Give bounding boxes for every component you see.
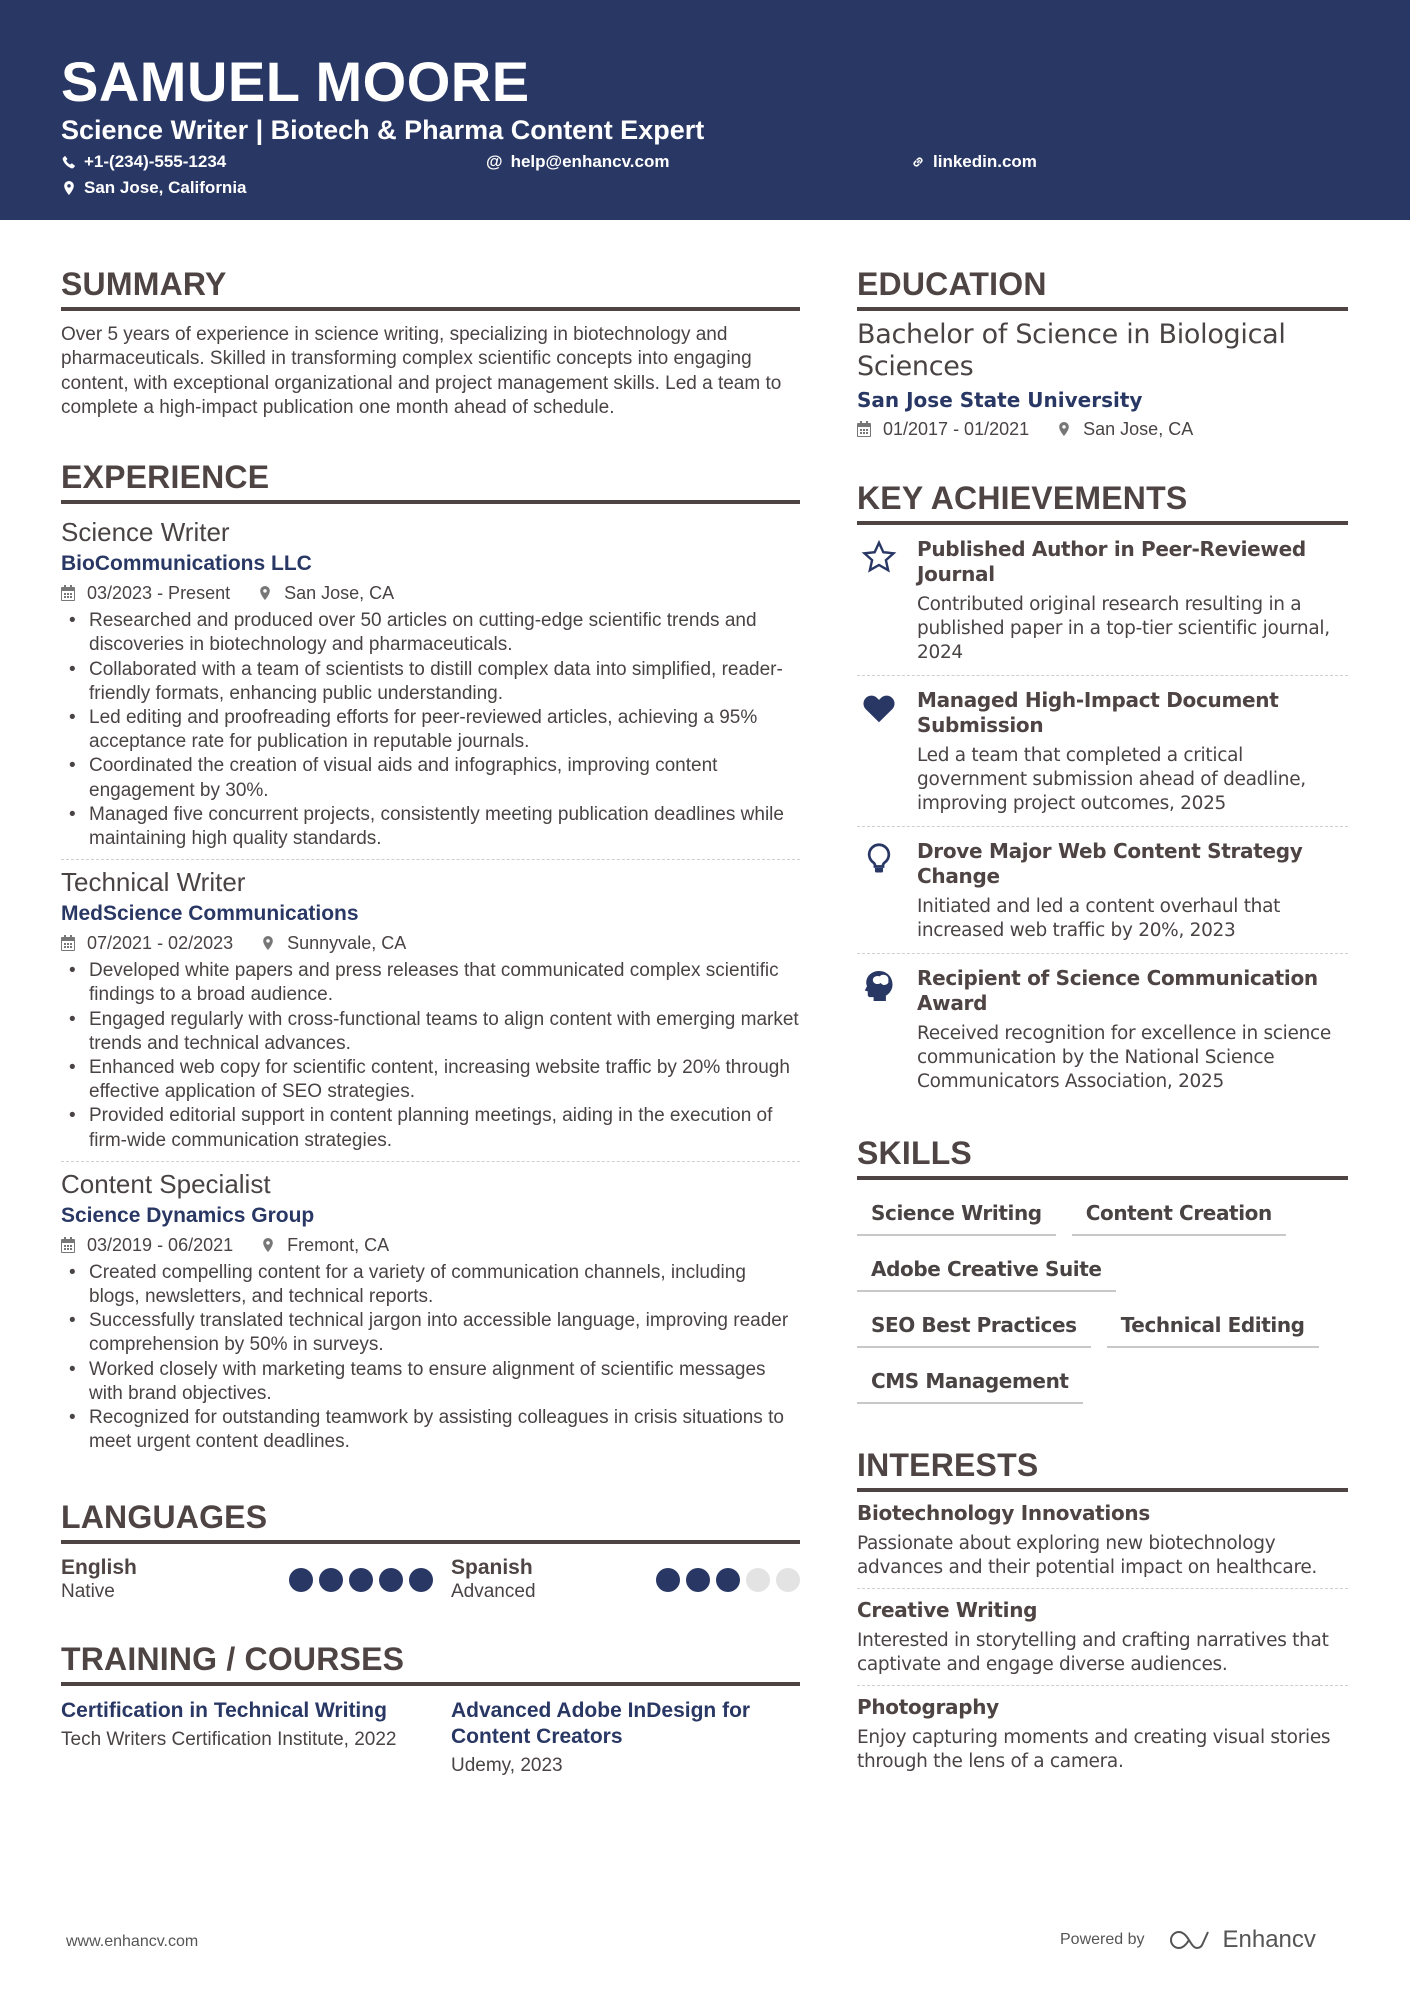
right-column — [857, 265, 1348, 1782]
contact-location — [62, 177, 247, 199]
skill-tag: Technical Editing — [1107, 1306, 1319, 1348]
powered-by-label: Powered by — [1060, 1931, 1145, 1948]
skill-tag: Science Writing — [857, 1194, 1056, 1236]
job-company: Science Dynamics Group — [61, 1203, 315, 1227]
job-location: Fremont, CA — [287, 1234, 390, 1255]
bullet-item: • Developed white papers and press releases that communicated complex scientific findings to a broad audience. — [61, 959, 800, 1007]
bullet-item: • Successfully translated technical jargon into accessible language, improving reader comprehension by 50% in surveys. — [61, 1309, 800, 1357]
email-address: help@enhancv.com — [510, 152, 670, 171]
bullet-item: • Managed five concurrent projects, consistently meeting publication deadlines while maintaining high quality standards. — [61, 803, 800, 851]
education-location: San Jose, CA — [1083, 419, 1194, 439]
job-meta — [61, 1233, 800, 1257]
dot-empty — [746, 1568, 770, 1592]
candidate-title: Science Writer | Biotech & Pharma Content Expert — [61, 115, 705, 145]
calendar-icon — [61, 585, 75, 601]
job-entry — [61, 860, 800, 1162]
education-dates: 01/2017 - 01/2021 — [883, 419, 1030, 439]
bullet-item: • Enhanced web copy for scientific content, increasing website traffic by 20% through effective application of SEO strategies. — [61, 1056, 800, 1104]
achievement-title: Managed High-Impact Document Submission — [917, 688, 1279, 737]
location-pin-icon — [258, 585, 272, 601]
achievement-title: Recipient of Science Communication Award — [917, 966, 1318, 1015]
link-icon — [911, 154, 925, 170]
contact-email[interactable] — [486, 151, 670, 173]
interest-item — [857, 1589, 1348, 1686]
location-text: San Jose, California — [84, 178, 247, 197]
dot-filled — [716, 1568, 740, 1592]
job-dates: 03/2023 - Present — [87, 583, 231, 604]
job-bullets — [61, 609, 800, 851]
job-company: BioCommunications LLC — [61, 552, 312, 576]
interest-description: Interested in storytelling and crafting narratives that captivate and engage diverse audiences. — [857, 1630, 1329, 1675]
language-item — [61, 1556, 451, 1604]
course-item — [61, 1698, 451, 1778]
language-name: Spanish — [451, 1556, 533, 1580]
bullet-item: • Provided editorial support in content planning meetings, aiding in the execution of firm-wide communication strategies. — [61, 1104, 800, 1152]
phone-number: +1-(234)-555-1234 — [84, 152, 227, 171]
section-heading-summary: SUMMARY — [61, 265, 800, 311]
achievement-item — [857, 827, 1348, 954]
language-item — [451, 1556, 800, 1604]
interest-title: Photography — [857, 1695, 999, 1719]
skill-tag: Adobe Creative Suite — [857, 1250, 1116, 1292]
location-pin-icon — [261, 935, 275, 951]
resume-header — [0, 0, 1410, 220]
skills-section — [857, 1134, 1348, 1418]
achievement-description: Initiated and led a content overhaul that increased web traffic by 20%, 2023 — [917, 896, 1281, 941]
language-level: Advanced — [451, 1581, 536, 1603]
at-icon: @ — [486, 152, 503, 171]
bullet-item: • Collaborated with a team of scientists to distill complex data into simplified, reader-friendly formats, enhancing public understanding. — [61, 658, 800, 706]
language-name: English — [61, 1556, 137, 1580]
job-meta — [61, 581, 800, 605]
enhancv-logo-icon — [1167, 1928, 1213, 1952]
section-heading-languages: LANGUAGES — [61, 1498, 800, 1544]
location-pin-icon — [62, 180, 76, 196]
section-heading-education: EDUCATION — [857, 265, 1348, 311]
section-heading-achievements: KEY ACHIEVEMENTS — [857, 479, 1348, 525]
phone-icon — [62, 154, 76, 170]
bullet-item: • Worked closely with marketing teams to ensure alignment of scientific messages with brand objectives. — [61, 1358, 800, 1406]
section-heading-experience: EXPERIENCE — [61, 458, 800, 504]
achievement-description: Led a team that completed a critical government submission ahead of deadline, improving project outcomes, 2025 — [917, 745, 1306, 814]
interests-section — [857, 1446, 1348, 1782]
course-provider: Tech Writers Certification Institute, 2022 — [61, 1729, 397, 1751]
training-section — [61, 1640, 800, 1778]
education-degree: Bachelor of Science in Biological Sciences — [857, 319, 1286, 382]
achievement-item — [857, 676, 1348, 827]
calendar-icon — [857, 421, 871, 437]
candidate-name: SAMUEL MOORE — [61, 50, 530, 113]
job-entry — [61, 1162, 800, 1463]
bullet-item: • Recognized for outstanding teamwork by assisting colleagues in crisis situations to meet urgent content deadlines. — [61, 1406, 800, 1454]
dot-filled — [319, 1568, 343, 1592]
course-title: Certification in Technical Writing — [61, 1699, 387, 1723]
course-title: Advanced Adobe InDesign for Content Creators — [451, 1699, 751, 1749]
proficiency-dots — [656, 1568, 800, 1592]
section-heading-interests: INTERESTS — [857, 1446, 1348, 1492]
left-column — [61, 265, 800, 1778]
education-section — [857, 265, 1348, 441]
achievement-item — [857, 954, 1348, 1104]
brand-name: Enhancv — [1222, 1926, 1316, 1953]
achievement-title: Published Author in Peer-Reviewed Journal — [917, 537, 1306, 586]
job-dates: 07/2021 - 02/2023 — [87, 933, 234, 954]
contact-linkedin[interactable] — [911, 151, 1037, 173]
lightbulb-icon — [861, 841, 897, 877]
bullet-item: • Engaged regularly with cross-functional teams to align content with emerging market trends and technical advances. — [61, 1008, 800, 1056]
dot-filled — [379, 1568, 403, 1592]
calendar-icon — [61, 935, 75, 951]
experience-section — [61, 458, 800, 1462]
language-level: Native — [61, 1581, 115, 1603]
course-provider: Udemy, 2023 — [451, 1755, 563, 1777]
proficiency-dots — [289, 1568, 433, 1592]
footer-website-link[interactable]: www.enhancv.com — [66, 1933, 199, 1950]
bullet-item: • Coordinated the creation of visual aids and infographics, improving content engagement by 30%. — [61, 754, 800, 802]
job-bullets — [61, 959, 800, 1153]
heart-icon — [861, 690, 897, 726]
section-heading-training: TRAINING / COURSES — [61, 1640, 800, 1686]
skill-tag: SEO Best Practices — [857, 1306, 1091, 1348]
dot-filled — [349, 1568, 373, 1592]
education-meta — [857, 417, 1348, 441]
dot-filled — [686, 1568, 710, 1592]
education-school: San Jose State University — [857, 388, 1143, 412]
interest-title: Creative Writing — [857, 1598, 1038, 1622]
interest-item — [857, 1492, 1348, 1589]
course-item — [451, 1698, 800, 1778]
calendar-icon — [61, 1237, 75, 1253]
dot-filled — [289, 1568, 313, 1592]
head-brain-icon — [861, 968, 897, 1004]
linkedin-link: linkedin.com — [933, 152, 1037, 171]
job-title: Content Specialist — [61, 1168, 271, 1199]
achievements-section — [857, 479, 1348, 1104]
dot-filled — [409, 1568, 433, 1592]
interest-item — [857, 1686, 1348, 1782]
location-pin-icon — [1057, 421, 1071, 437]
achievement-title: Drove Major Web Content Strategy Change — [917, 839, 1303, 888]
job-entry — [61, 510, 800, 860]
job-company: MedScience Communications — [61, 902, 359, 926]
interest-description: Enjoy capturing moments and creating visual stories through the lens of a camera. — [857, 1727, 1331, 1772]
achievement-description: Contributed original research resulting in a published paper in a top-tier scientific journal, 2024 — [917, 594, 1330, 663]
languages-section — [61, 1498, 800, 1604]
skill-tag: Content Creation — [1072, 1194, 1286, 1236]
dot-filled — [656, 1568, 680, 1592]
footer-branding[interactable] — [1060, 1926, 1316, 1954]
interest-description: Passionate about exploring new biotechnology advances and their potential impact on healthcare. — [857, 1533, 1318, 1578]
dot-empty — [776, 1568, 800, 1592]
bullet-item: • Researched and produced over 50 articles on cutting-edge scientific trends and discoveries in biotechnology and pharmaceuticals. — [61, 609, 800, 657]
achievement-description: Received recognition for excellence in science communication by the National Science Communicators Association, 2025 — [917, 1023, 1331, 1092]
section-heading-skills: SKILLS — [857, 1134, 1348, 1180]
job-meta — [61, 931, 800, 955]
bullet-item: • Created compelling content for a variety of communication channels, including blogs, newsletters, and technical reports. — [61, 1261, 800, 1309]
achievement-item — [857, 525, 1348, 676]
job-title: Technical Writer — [61, 867, 246, 898]
bullet-item: • Led editing and proofreading efforts for peer-reviewed articles, achieving a 95% acceptance rate for publication in reputable journals. — [61, 706, 800, 754]
contact-phone[interactable] — [62, 151, 226, 173]
summary-text: Over 5 years of experience in science writing, specializing in biotechnology and pharmaceuticals. Skilled in transforming complex scientific concepts into engaging content, with exceptional organizational and project management skills. Led a team to complete a high-impact publication one month ahead of schedule. — [61, 324, 782, 418]
summary-section — [61, 265, 800, 420]
job-bullets — [61, 1261, 800, 1455]
job-title: Science Writer — [61, 517, 230, 548]
interest-title: Biotechnology Innovations — [857, 1501, 1150, 1525]
location-pin-icon — [261, 1237, 275, 1253]
star-icon — [861, 539, 897, 575]
job-location: San Jose, CA — [284, 583, 395, 604]
job-location: Sunnyvale, CA — [287, 933, 407, 954]
job-dates: 03/2019 - 06/2021 — [87, 1234, 234, 1255]
skill-tag: CMS Management — [857, 1362, 1083, 1404]
